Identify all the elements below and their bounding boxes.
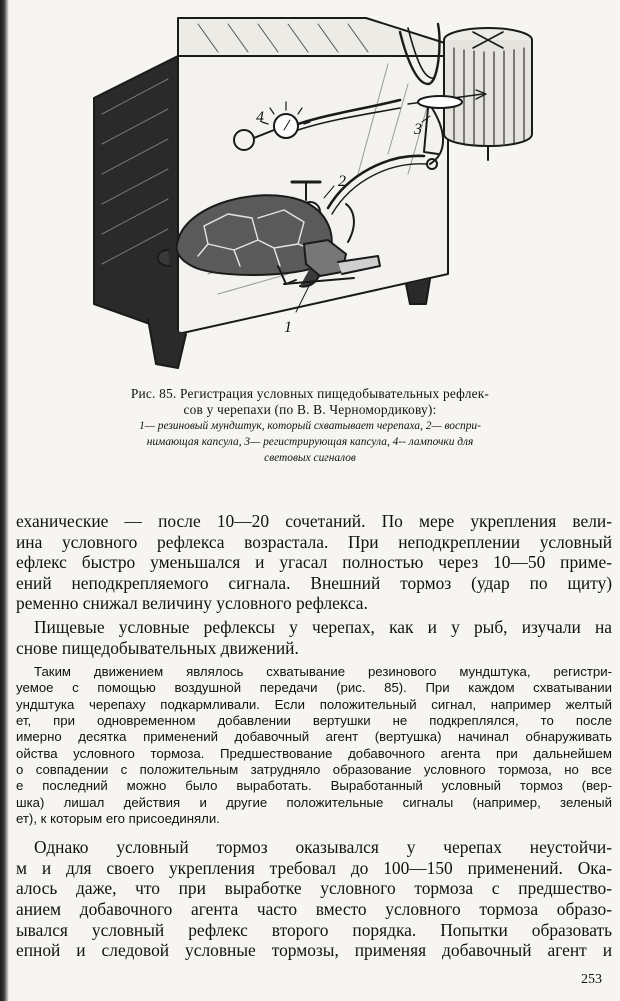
text-line: шка) лишал действия и другие положительные сигналы (например, зеленый	[16, 794, 612, 810]
figure-label-1: 1	[284, 319, 292, 336]
text-line: уемое с помощью воздушной передачи (рис. 85). При каждом схватывании	[16, 680, 612, 696]
box-top	[178, 18, 448, 56]
text-line: ойства условного тормоза. Предшествование добавочного агента при дальнейшем	[16, 745, 612, 761]
caption-title-line-1: Рис. 85. Регистрация условных пищедобывательных рефлек-	[130, 386, 490, 401]
caption-legend-line-2: нимающая капсула, 3— регистрирующая капсула, 4-- лампочки для	[146, 436, 474, 448]
text-line: анием добавочного агента часто вместо условного тормоза образо-	[16, 898, 612, 919]
text-line: ефлекс быстро уменьшался и угасал полностью через 10—50 приме-	[16, 552, 612, 573]
small-print-paragraph	[16, 664, 612, 827]
text-line: ет), к которым его присоединяли.	[16, 810, 220, 826]
text-line: епной и следовой условные тормозы, применяя добавочный агент и	[16, 940, 612, 961]
figure-caption	[60, 386, 560, 466]
text-line: имерно десятка применений добавочный агент (вертушка) начинал обнаруживать	[16, 729, 612, 745]
text-line: е последний можно было выработать. Выработанный условный тормоз (вер-	[16, 778, 612, 794]
main-text	[16, 511, 612, 961]
page-number: 253	[581, 972, 602, 987]
caption-legend-line-1: 1— резиновый мундштук, который схватывает черепаха, 2— воспри-	[139, 420, 481, 432]
text-line: ывался условный рефлекс второго порядка. Попытки образовать	[16, 919, 612, 940]
text-line: ременно снижал величину условного рефлекса.	[16, 593, 368, 614]
paragraph-2	[16, 617, 612, 658]
text-line: ет, при одновременном добавлении вертушки не подкреплялся, то после	[16, 713, 612, 729]
text-line: Пищевые условные рефлексы у черепах, как и у рыб, изучали на	[34, 616, 612, 637]
text-line: Таким движением являлось схватывание резинового мундштука, регистри-	[34, 664, 612, 680]
paragraph-1	[16, 511, 612, 614]
text-line: снове пищедобывательных движений.	[16, 637, 299, 658]
page-edge-shadow	[0, 0, 9, 1001]
figure-label-4: 4	[256, 109, 264, 126]
text-line: еханические — после 10—20 сочетаний. По мере укрепления вели-	[16, 511, 612, 531]
box-left-side	[94, 56, 178, 334]
text-line: м и для своего укрепления требовал до 100—150 применений. Ока-	[16, 857, 612, 878]
text-line: ундштука черепаху подкармливали. Если положительный сигнал, например желтый	[16, 696, 612, 712]
text-line: ений неподкрепляемого сигнала. Внешний тормоз (удар по щиту)	[16, 572, 612, 593]
figure-label-3: 3	[414, 121, 422, 138]
paragraph-3	[16, 837, 612, 961]
figure-label-2: 2	[338, 173, 346, 190]
text-line: ина условного рефлекса возрастала. При неподкреплении условный	[16, 531, 612, 552]
caption-title-line-2: сов у черепахи (по В. В. Черномордикову):	[183, 402, 437, 417]
text-line: о совпадении с положительным затрудняло образование условного тормоза, но все	[16, 761, 612, 777]
text-line: алось даже, что при выработке условного тормоза с предшество-	[16, 878, 612, 899]
caption-legend-line-3: световых сигналов	[264, 452, 356, 464]
figure-85-illustration	[28, 4, 608, 380]
text-line: Однако условный тормоз оказывался у черепах неустойчи-	[34, 837, 612, 858]
